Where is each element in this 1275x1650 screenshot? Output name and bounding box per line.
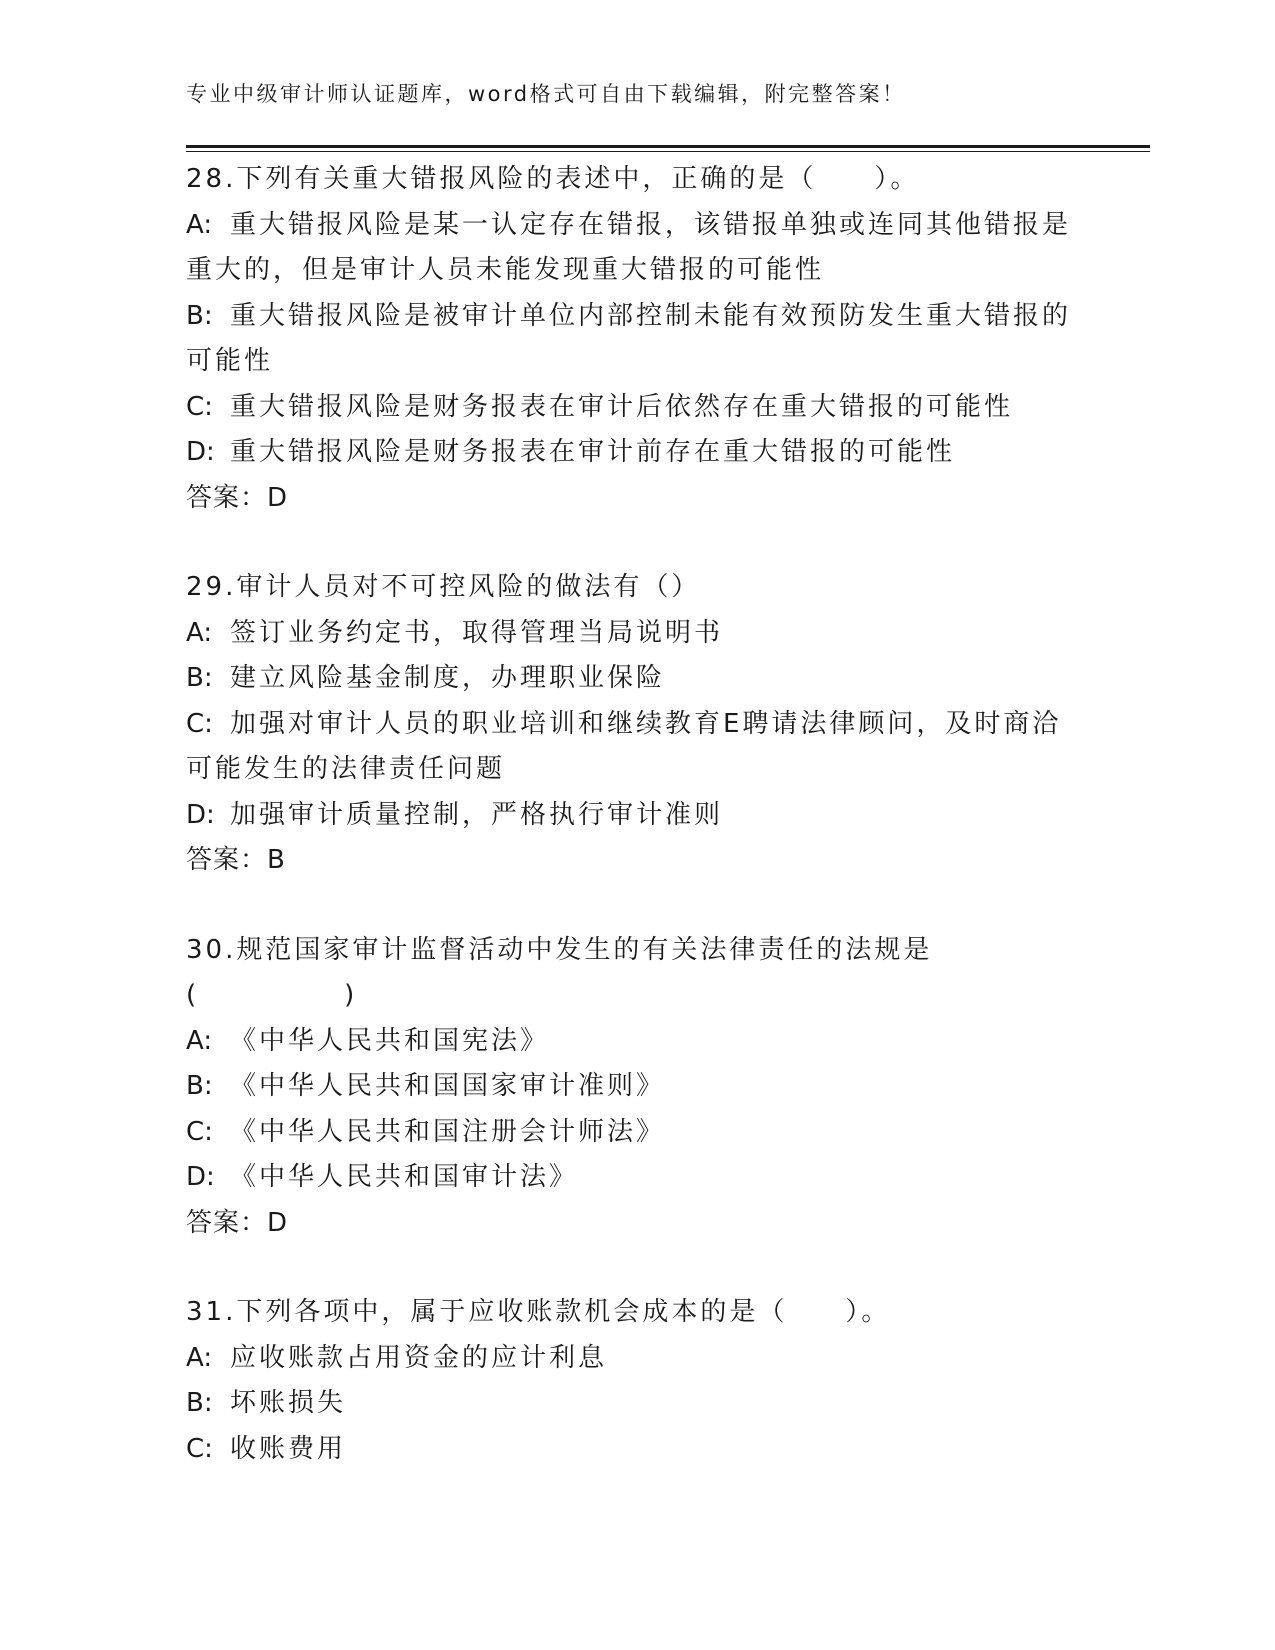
option-line [186, 1427, 1146, 1473]
answer-line: 答案：D [186, 1207, 289, 1238]
option-text: 收账费用 [230, 1433, 347, 1464]
option-line [186, 747, 1146, 793]
question-title: ( ) [186, 980, 358, 1010]
option-text: 《中华人民共和国宪法》 [230, 1025, 550, 1056]
option-letter: A: [186, 1342, 213, 1373]
option-letter: C: [186, 708, 213, 739]
question-title: 29.审计人员对不可控风险的做法有（） [186, 572, 701, 602]
question-block [186, 565, 1146, 884]
option-letter: D: [186, 1162, 215, 1192]
option-letter: D: [186, 437, 215, 467]
option-text: 应收账款占用资金的应计利息 [230, 1342, 608, 1373]
question-list [186, 157, 1146, 1516]
header-rule-thin [186, 151, 1150, 152]
option-letter: C: [186, 391, 213, 422]
option-line [186, 656, 1146, 702]
option-letter: C: [186, 1433, 213, 1464]
option-letter: C: [186, 1116, 213, 1147]
option-line [186, 430, 1146, 476]
option-text: 《中华人民共和国国家审计准则》 [230, 1071, 666, 1101]
option-line [186, 203, 1146, 249]
option-letter: B: [186, 663, 213, 693]
question-title: 30.规范国家审计监督活动中发生的有关法律责任的法规是 [186, 934, 933, 965]
option-text: 重大错报风险是财务报表在审计前存在重大错报的可能性 [230, 437, 956, 467]
option-text: 可能性 [186, 346, 274, 376]
option-letter: D: [186, 799, 215, 830]
option-line [186, 385, 1146, 431]
question-title: 31.下列各项中，属于应收账款机会成本的是（ ）。 [186, 1297, 891, 1327]
option-text: 《中华人民共和国注册会计师法》 [230, 1116, 666, 1147]
option-line [186, 248, 1146, 294]
option-line [186, 1064, 1146, 1110]
question-title: 28.下列有关重大错报风险的表述中，正确的是（ ）。 [186, 164, 920, 194]
option-line [186, 294, 1146, 340]
page-header: 专业中级审计师认证题库，word格式可自由下载编辑，附完整答案！ [186, 82, 906, 106]
question-block [186, 157, 1146, 521]
option-line [186, 1019, 1146, 1065]
answer-line: 答案：D [186, 482, 289, 513]
option-line [186, 1155, 1146, 1201]
option-letter: B: [186, 1071, 213, 1101]
option-text: 加强审计质量控制，严格执行审计准则 [230, 799, 724, 830]
answer-line: 答案：B [186, 845, 286, 875]
option-text: 签订业务约定书，取得管理当局说明书 [230, 617, 724, 648]
option-text: 可能发生的法律责任问题 [186, 754, 506, 784]
option-line [186, 611, 1146, 657]
question-block [186, 1290, 1146, 1472]
option-line [186, 1336, 1146, 1382]
option-letter: B: [186, 1388, 213, 1418]
option-line [186, 702, 1146, 748]
option-line [186, 1110, 1146, 1156]
option-text: 加强对审计人员的职业培训和继续教育E聘请法律顾问，及时商洽 [230, 708, 1062, 739]
option-text: 《中华人民共和国审计法》 [230, 1162, 579, 1192]
header-rule-thick [186, 145, 1150, 148]
option-letter: B: [186, 300, 213, 331]
option-line [186, 1381, 1146, 1427]
option-text: 建立风险基金制度，办理职业保险 [230, 663, 666, 693]
option-text: 重大错报风险是被审计单位内部控制未能有效预防发生重大错报的 [230, 300, 1072, 331]
option-letter: A: [186, 617, 213, 648]
option-text: 坏账损失 [230, 1388, 347, 1418]
option-letter: A: [186, 1025, 213, 1056]
option-line [186, 793, 1146, 839]
option-text: 重大的，但是审计人员未能发现重大错报的可能性 [186, 255, 825, 285]
option-letter: A: [186, 209, 213, 240]
option-text: 重大错报风险是财务报表在审计后依然存在重大错报的可能性 [230, 391, 1014, 422]
question-block [186, 928, 1146, 1247]
option-line [186, 339, 1146, 385]
option-text: 重大错报风险是某一认定存在错报，该错报单独或连同其他错报是 [230, 209, 1072, 240]
